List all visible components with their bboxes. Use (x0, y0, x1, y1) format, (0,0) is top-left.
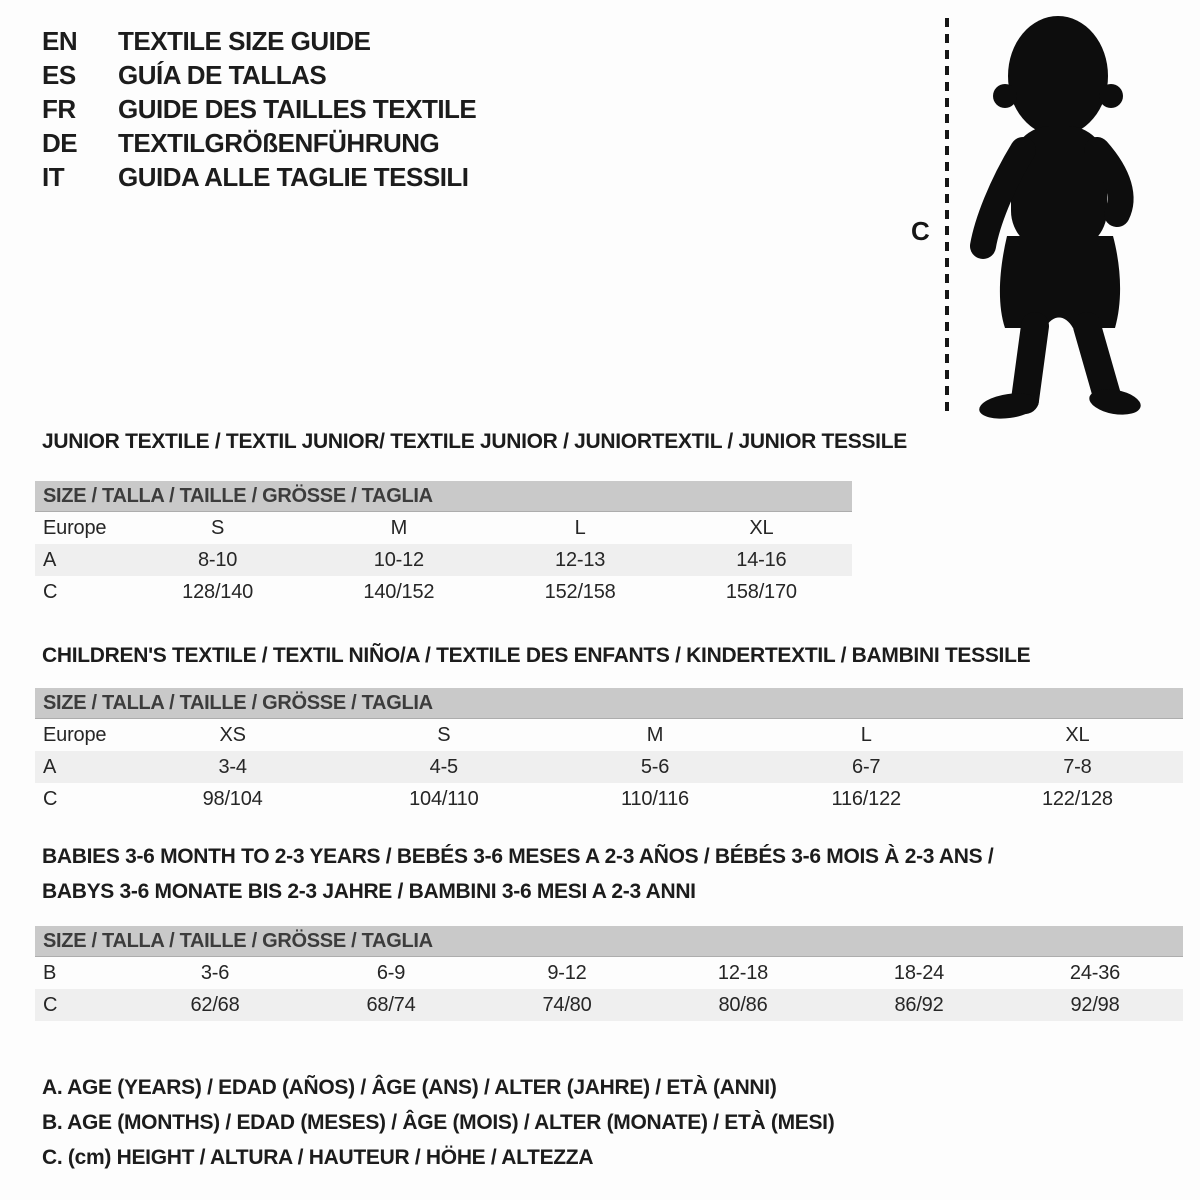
language-code: ES (42, 59, 76, 90)
size-cell: XS (219, 723, 246, 746)
language-row-fr (42, 92, 476, 126)
row-label: A (43, 548, 57, 571)
table-row (35, 751, 1183, 783)
size-cell: 6-9 (376, 961, 406, 984)
size-cell: 152/158 (544, 580, 616, 603)
language-title: GUÍA DE TALLAS (118, 59, 327, 90)
size-cell: 74/80 (542, 993, 592, 1016)
size-cell: 140/152 (363, 580, 435, 603)
babies-section-title (42, 839, 993, 909)
size-cell: 12-18 (717, 961, 769, 984)
language-code: DE (42, 127, 78, 158)
language-title: TEXTILE SIZE GUIDE (118, 25, 371, 56)
size-cell: M (646, 723, 664, 746)
size-cell: 122/128 (1041, 787, 1113, 810)
size-cell: 8-10 (198, 548, 238, 571)
row-label: A (43, 755, 57, 778)
legend-line-a: A. AGE (YEARS) / EDAD (AÑOS) / ÂGE (ANS) / ALTER (JAHRE) / ETÀ (ANNI) (42, 1076, 777, 1099)
language-title: GUIDA ALLE TAGLIE TESSILI (118, 161, 469, 192)
legend-line-b: B. AGE (MONTHS) / EDAD (MESES) / ÂGE (MOIS) / ALTER (MONATE) / ETÀ (MESI) (42, 1111, 835, 1134)
babies-title-line2: BABYS 3-6 MONATE BIS 2-3 JAHRE / BAMBINI 3-6 MESI A 2-3 ANNI (42, 880, 696, 903)
language-code: EN (42, 25, 78, 56)
junior-size-table (35, 481, 852, 608)
size-cell: 9-12 (547, 961, 587, 984)
language-row-it (42, 160, 476, 194)
size-cell: 6-7 (852, 755, 881, 778)
junior-section-title: JUNIOR TEXTILE / TEXTIL JUNIOR/ TEXTILE JUNIOR / JUNIORTEXTIL / JUNIOR TESSILE (42, 430, 907, 453)
children-section-title: CHILDREN'S TEXTILE / TEXTIL NIÑO/A / TEXTILE DES ENFANTS / KINDERTEXTIL / BAMBINI TESSILE (42, 644, 1031, 667)
babies-size-table (35, 926, 1183, 1021)
measure-legend (42, 1070, 834, 1175)
table-row (35, 544, 852, 576)
size-cell: 10-12 (373, 548, 424, 571)
row-label: B (43, 961, 57, 984)
size-cell: L (574, 516, 586, 539)
size-cell: 128/140 (182, 580, 254, 603)
size-cell: 24-36 (1069, 961, 1121, 984)
size-cell: 86/92 (894, 993, 944, 1016)
size-cell: 3-4 (218, 755, 247, 778)
size-cell: XL (749, 516, 774, 539)
size-cell: 92/98 (1070, 993, 1120, 1016)
row-label: C (43, 787, 58, 810)
size-cell: 68/74 (366, 993, 416, 1016)
size-table-header: SIZE / TALLA / TAILLE / GRÖSSE / TAGLIA (35, 688, 1183, 719)
table-row (35, 576, 852, 608)
size-cell: XL (1065, 723, 1090, 746)
size-cell: 12-13 (555, 548, 606, 571)
language-row-en (42, 24, 476, 58)
table-row (35, 719, 1183, 751)
size-cell: 7-8 (1063, 755, 1092, 778)
size-cell: M (390, 516, 408, 539)
size-cell: 158/170 (725, 580, 797, 603)
size-cell: S (437, 723, 451, 746)
row-label: C (43, 993, 58, 1016)
babies-title-line1: BABIES 3-6 MONTH TO 2-3 YEARS / BEBÉS 3-6 MESES A 2-3 AÑOS / BÉBÉS 3-6 MOIS À 2-3 ANS / (42, 845, 994, 868)
size-cell: 110/116 (621, 787, 689, 810)
language-code: IT (42, 161, 65, 192)
size-cell: 80/86 (718, 993, 768, 1016)
size-table-header: SIZE / TALLA / TAILLE / GRÖSSE / TAGLIA (35, 926, 1183, 957)
language-row-es (42, 58, 476, 92)
table-row (35, 783, 1183, 815)
toddler-silhouette-figure (895, 8, 1165, 428)
legend-line-c: C. (cm) HEIGHT / ALTURA / HAUTEUR / HÖHE / ALTEZZA (42, 1146, 594, 1169)
toddler-silhouette (978, 16, 1143, 422)
language-title: TEXTILGRÖßENFÜHRUNG (118, 127, 440, 158)
language-row-de (42, 126, 476, 160)
language-code: FR (42, 93, 76, 124)
size-cell: 62/68 (190, 993, 240, 1016)
size-cell: L (860, 723, 872, 746)
size-cell: 14-16 (736, 548, 787, 571)
height-label-c: C (911, 216, 930, 246)
size-cell: 98/104 (202, 787, 263, 810)
size-cell: 116/122 (831, 787, 901, 810)
row-label: Europe (43, 516, 107, 539)
row-label: Europe (43, 723, 107, 746)
size-table-header: SIZE / TALLA / TAILLE / GRÖSSE / TAGLIA (35, 481, 852, 512)
language-title: GUIDE DES TAILLES TEXTILE (118, 93, 477, 124)
language-title-list (42, 24, 476, 194)
size-cell: 18-24 (893, 961, 945, 984)
row-label: C (43, 580, 58, 603)
size-cell: S (211, 516, 225, 539)
size-cell: 5-6 (640, 755, 670, 778)
size-cell: 4-5 (429, 755, 458, 778)
table-row (35, 512, 852, 544)
children-size-table (35, 688, 1183, 815)
table-row (35, 989, 1183, 1021)
size-cell: 3-6 (200, 961, 230, 984)
table-row (35, 957, 1183, 989)
size-cell: 104/110 (409, 787, 479, 810)
